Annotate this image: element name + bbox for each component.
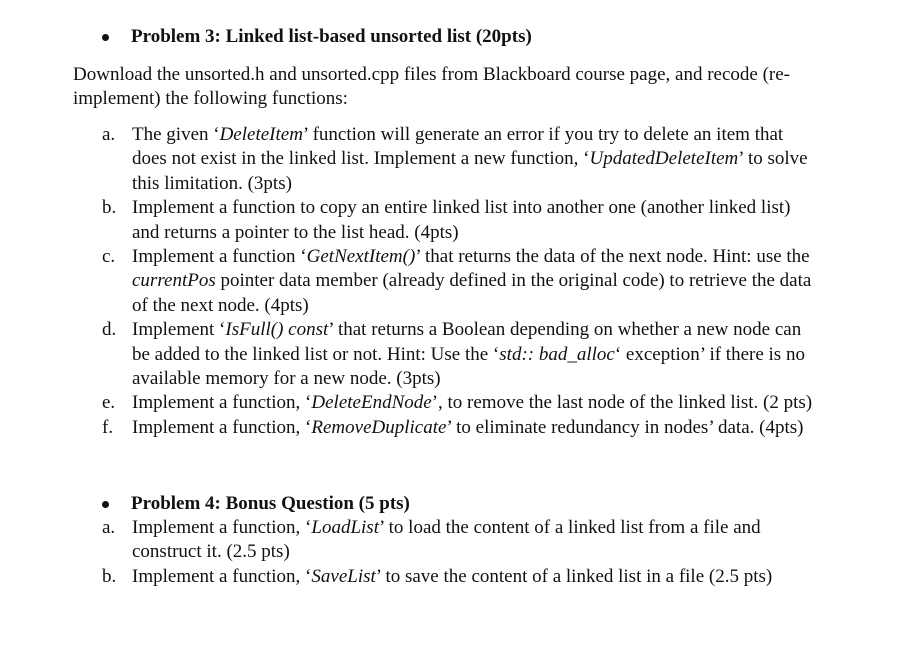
- intro-line: Download the unsorted.h and unsorted.cpp files from Blackboard course page, and recode (re-: [73, 64, 790, 85]
- item-text: [132, 123, 808, 196]
- item-text: [132, 318, 805, 391]
- item-text: [132, 516, 761, 565]
- item-marker: d.: [102, 319, 117, 341]
- item-line: Implement ‘IsFull() const’ that returns a Boolean depending on whether a new node can: [132, 319, 802, 341]
- item-line: currentPos pointer data member (already defined in the original code) to retrieve the data: [132, 270, 812, 292]
- item-line: and returns a pointer to the list head. (4pts): [132, 221, 459, 243]
- item-marker: f.: [102, 416, 114, 438]
- item-marker: c.: [102, 245, 116, 267]
- problem4-title: Problem 4: Bonus Question (5 pts): [131, 493, 410, 514]
- item-text: [132, 416, 803, 440]
- item-marker: b.: [102, 565, 117, 587]
- problem3-title: Problem 3: Linked list-based unsorted list (20pts): [131, 26, 532, 47]
- item-line: does not exist in the linked list. Implement a new function, ‘UpdatedDeleteItem’ to solve: [132, 148, 808, 170]
- item-line: Implement a function, ‘SaveList’ to save the content of a linked list in a file (2.5 pts): [132, 565, 773, 587]
- item-marker: e.: [102, 392, 116, 414]
- item-line: construct it. (2.5 pts): [132, 541, 290, 563]
- bullet-dot: [102, 34, 109, 41]
- bullet-dot: [102, 501, 109, 508]
- item-text: [132, 245, 811, 318]
- intro-line: implement) the following functions:: [73, 88, 348, 109]
- item-text: [132, 565, 772, 589]
- item-line: Implement a function to copy an entire linked list into another one (another linked list): [132, 197, 791, 219]
- item-line: Implement a function, ‘RemoveDuplicate’ to eliminate redundancy in nodes’ data. (4pts): [132, 416, 804, 438]
- item-marker: a.: [102, 124, 116, 145]
- item-line: of the next node. (4pts): [132, 294, 309, 316]
- item-line: this limitation. (3pts): [132, 172, 292, 194]
- item-text: [132, 391, 812, 415]
- item-line: be added to the linked list or not. Hint: Use the ‘std:: bad_alloc‘ exception’ if there is no: [132, 343, 805, 365]
- item-marker: b.: [102, 197, 117, 219]
- item-line: available memory for a new node. (3pts): [132, 367, 441, 389]
- item-marker: a.: [102, 517, 116, 538]
- item-text: [132, 196, 791, 245]
- item-line: Implement a function, ‘DeleteEndNode’, to remove the last node of the linked list. (2 pts): [132, 392, 813, 414]
- item-line: The given ‘DeleteItem’ function will generate an error if you try to delete an item that: [132, 124, 784, 145]
- item-line: Implement a function ‘GetNextItem()’ that returns the data of the next node. Hint: use the: [132, 245, 810, 267]
- problem3-intro: [73, 63, 843, 111]
- item-line: Implement a function, ‘LoadList’ to load the content of a linked list from a file and: [132, 517, 761, 538]
